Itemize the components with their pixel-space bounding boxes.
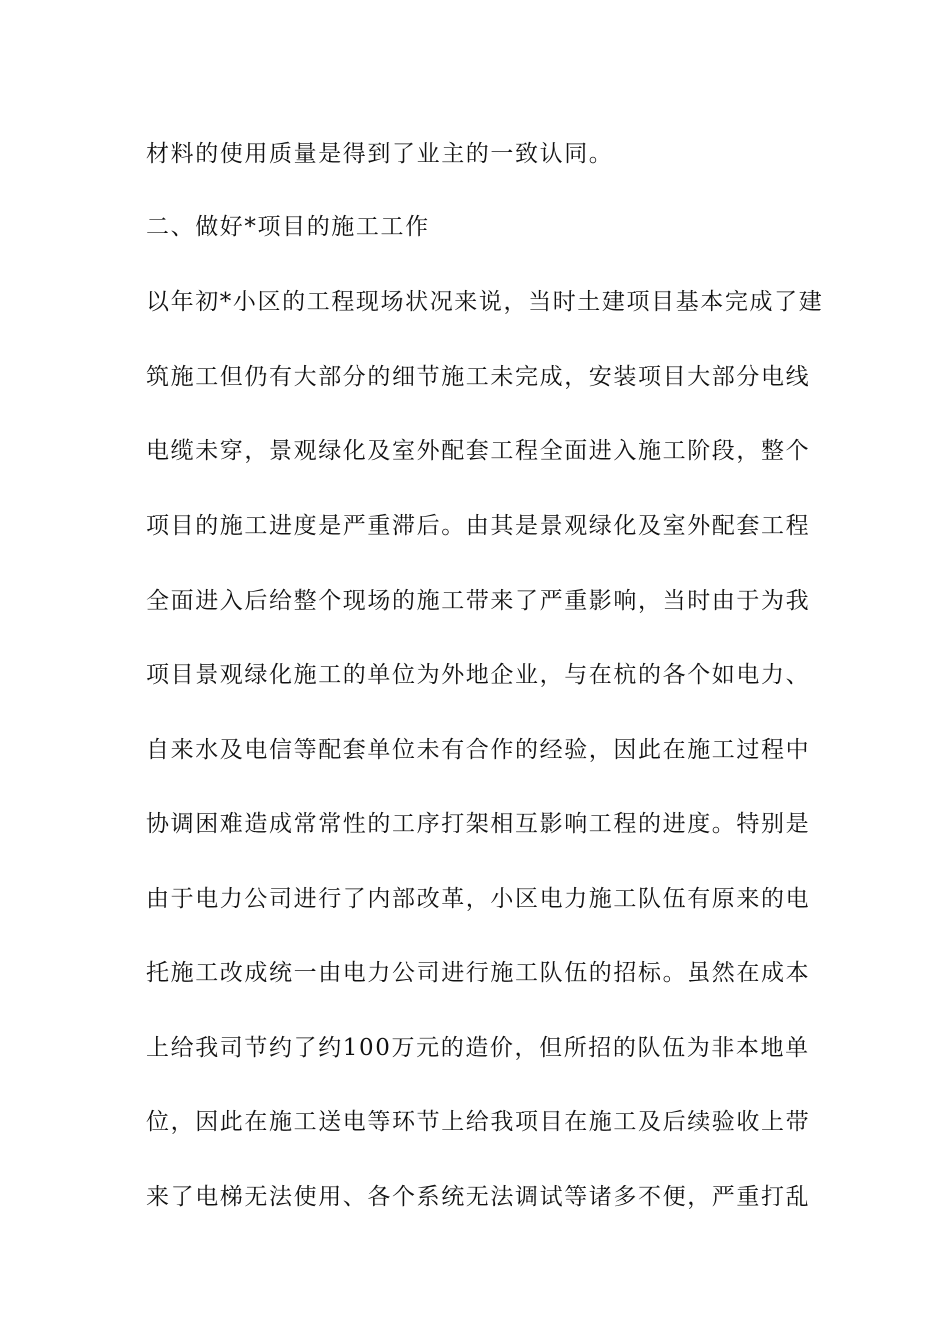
paragraph-line-3: 筑施工但仍有大部分的细节施工未完成，安装项目大部分电线 — [146, 364, 811, 390]
paragraph-line-8: 自来水及电信等配套单位未有合作的经验，因此在施工过程中 — [146, 737, 811, 763]
section-heading: 二、做好*项目的施工工作 — [146, 214, 430, 240]
paragraph-line-10: 由于电力公司进行了内部改革，小区电力施工队伍有原来的电 — [146, 886, 811, 912]
paragraph-line-11: 托施工改成统一由电力公司进行施工队伍的招标。虽然在成本 — [146, 960, 811, 986]
paragraph-line-4: 电缆未穿，景观绿化及室外配套工程全面进入施工阶段，整个 — [146, 438, 811, 464]
paragraph-line-14: 来了电梯无法使用、各个系统无法调试等诸多不便，严重打乱 — [146, 1184, 811, 1210]
paragraph-line-7: 项目景观绿化施工的单位为外地企业，与在杭的各个如电力、 — [146, 662, 811, 688]
paragraph-line-5: 项目的施工进度是严重滞后。由其是景观绿化及室外配套工程 — [146, 513, 811, 539]
paragraph-line-1: 材料的使用质量是得到了业主的一致认同。 — [146, 141, 614, 167]
paragraph-line-6: 全面进入后给整个现场的施工带来了严重影响，当时由于为我 — [146, 588, 811, 614]
paragraph-line-13: 位，因此在施工送电等环节上给我项目在施工及后续验收上带 — [146, 1109, 811, 1135]
paragraph-line-2: 以年初*小区的工程现场状况来说，当时土建项目基本完成了建 — [146, 289, 824, 315]
paragraph-line-9: 协调困难造成常常性的工序打架相互影响工程的进度。特别是 — [146, 811, 811, 837]
paragraph-line-12: 上给我司节约了约100万元的造价，但所招的队伍为非本地单 — [146, 1035, 810, 1061]
